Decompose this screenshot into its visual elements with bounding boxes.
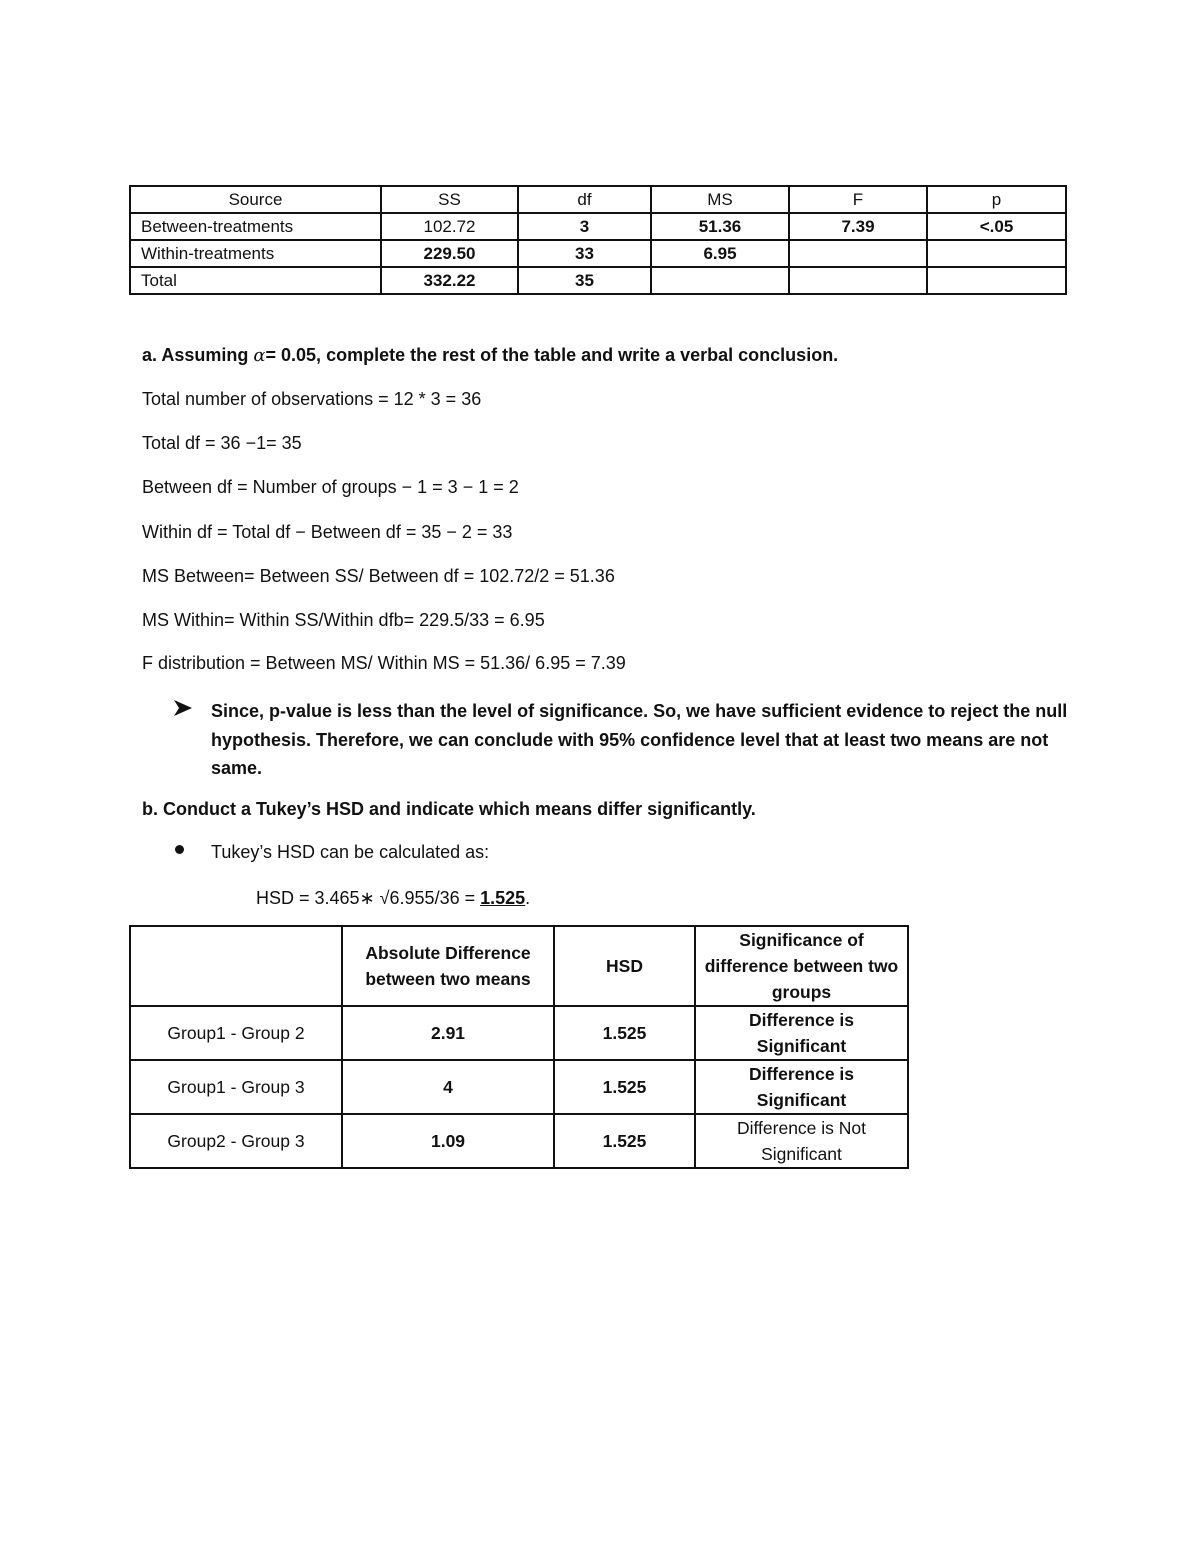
difference-cell: 4 <box>342 1060 554 1114</box>
header-f: F <box>789 186 927 213</box>
part-a-prefix: a. Assuming <box>142 345 254 365</box>
ss-cell: 229.50 <box>381 240 518 267</box>
ms-cell: 51.36 <box>651 213 789 240</box>
header-df: df <box>518 186 651 213</box>
significance-cell: Difference is Not Significant <box>695 1114 908 1168</box>
hsd-formula <box>256 887 530 909</box>
df-cell: 35 <box>518 267 651 294</box>
hsd-formula-text: HSD = 3.465∗ √6.955/36 = <box>256 888 481 908</box>
part-a-heading <box>142 344 838 367</box>
anova-header-row <box>130 186 1066 213</box>
ss-cell: 102.72 <box>381 213 518 240</box>
calc-total-observations: Total number of observations = 12 * 3 = 36 <box>142 389 482 409</box>
source-cell: Total <box>130 267 381 294</box>
tukey-row <box>130 1114 908 1168</box>
calc-f-distribution: F distribution = Between MS/ Within MS = 51.36/ 6.95 = 7.39 <box>142 653 626 673</box>
calc-ms-within: MS Within= Within SS/Within dfb= 229.5/33 = 6.95 <box>142 610 545 630</box>
hsd-formula-end: . <box>525 888 531 908</box>
pair-cell: Group1 - Group 2 <box>130 1006 342 1060</box>
source-cell: Within-treatments <box>130 240 381 267</box>
calc-total-df: Total df = 36 −1= 35 <box>142 433 302 453</box>
ss-cell: 332.22 <box>381 267 518 294</box>
part-a-suffix: = 0.05, complete the rest of the table and write a verbal conclusion. <box>265 345 839 365</box>
hsd-cell: 1.525 <box>554 1060 695 1114</box>
difference-cell: 2.91 <box>342 1006 554 1060</box>
tukey-row <box>130 1006 908 1060</box>
tukey-header-empty <box>130 926 342 1006</box>
df-cell: 3 <box>518 213 651 240</box>
difference-cell: 1.09 <box>342 1114 554 1168</box>
tukey-header-row <box>130 926 908 1006</box>
pair-cell: Group2 - Group 3 <box>130 1114 342 1168</box>
pair-cell: Group1 - Group 3 <box>130 1060 342 1114</box>
anova-row-within <box>130 240 1066 267</box>
anova-row-total <box>130 267 1066 294</box>
p-cell: <.05 <box>927 213 1066 240</box>
tukey-row <box>130 1060 908 1114</box>
tukey-header-difference: Absolute Difference between two means <box>342 926 554 1006</box>
header-p: p <box>927 186 1066 213</box>
p-cell <box>927 240 1066 267</box>
f-cell <box>789 267 927 294</box>
significance-cell: Difference is Significant <box>695 1060 908 1114</box>
significance-cell: Difference is Significant <box>695 1006 908 1060</box>
df-cell: 33 <box>518 240 651 267</box>
header-source: Source <box>130 186 381 213</box>
ms-cell <box>651 267 789 294</box>
calc-between-df: Between df = Number of groups − 1 = 3 − 1 = 2 <box>142 477 519 497</box>
header-ms: MS <box>651 186 789 213</box>
source-cell: Between-treatments <box>130 213 381 240</box>
part-b-heading: b. Conduct a Tukey’s HSD and indicate which means differ significantly. <box>142 799 756 819</box>
header-ss: SS <box>381 186 518 213</box>
anova-table <box>129 185 1067 295</box>
tukey-intro: Tukey’s HSD can be calculated as: <box>211 842 490 862</box>
alpha-symbol: α <box>253 345 266 366</box>
tukey-table <box>129 925 909 1169</box>
p-cell <box>927 267 1066 294</box>
tukey-header-hsd: HSD <box>554 926 695 1006</box>
bullet-icon <box>175 845 184 854</box>
verbal-conclusion: Since, p-value is less than the level of significance. So, we have sufficient evidence to reject the null hypothesis. Therefore, we can conclude with 95% confidence level that at least two means are not same. <box>211 701 1068 778</box>
arrow-bullet-icon <box>172 697 194 719</box>
hsd-cell: 1.525 <box>554 1006 695 1060</box>
f-cell: 7.39 <box>789 213 927 240</box>
hsd-result: 1.525 <box>480 888 526 908</box>
hsd-cell: 1.525 <box>554 1114 695 1168</box>
calc-within-df: Within df = Total df − Between df = 35 − 2 = 33 <box>142 522 513 542</box>
f-cell <box>789 240 927 267</box>
calc-ms-between: MS Between= Between SS/ Between df = 102.72/2 = 51.36 <box>142 566 615 586</box>
tukey-header-significance: Significance of difference between two groups <box>695 926 908 1006</box>
ms-cell: 6.95 <box>651 240 789 267</box>
anova-row-between <box>130 213 1066 240</box>
